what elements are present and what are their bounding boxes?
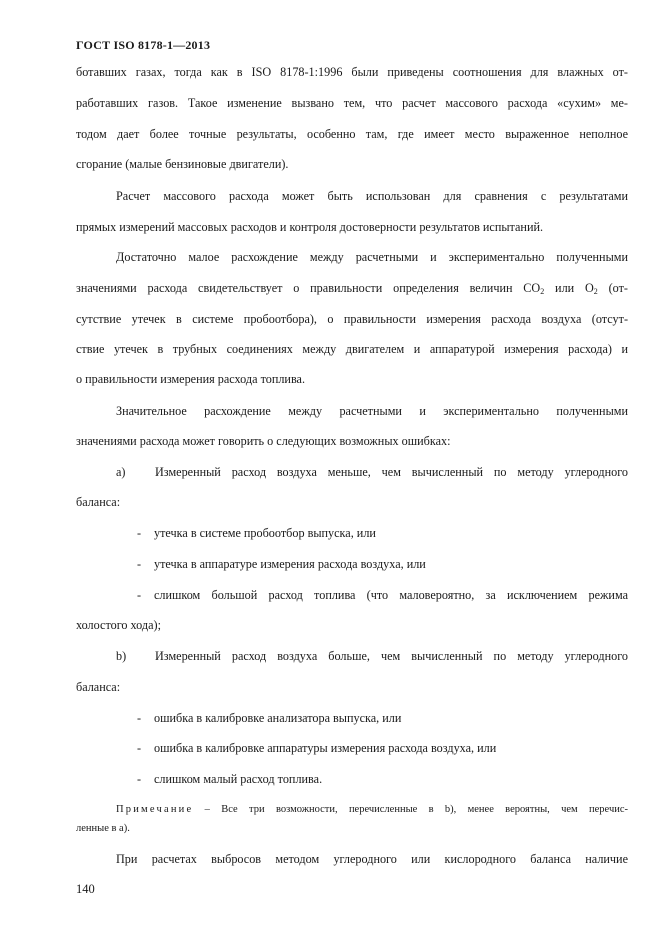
dash-item: слишком большой расход топлива (что маловероятно, за исключением режима	[154, 588, 628, 602]
text-line: холостого хода);	[76, 618, 161, 632]
text-line: ствие утечек в трубных соединениях между двигателем и аппаратурой измерения расхода) и	[76, 342, 628, 356]
dash-item: слишком малый расход топлива.	[154, 772, 323, 786]
note-first-line	[116, 803, 628, 817]
text-line: ботавших газах, тогда как в ISO 8178-1:1996 были приведены соотношения для влажных от-	[76, 65, 628, 79]
dash-marker: -	[137, 711, 142, 725]
dash-marker: -	[137, 772, 142, 786]
text-fragment: или O	[544, 281, 594, 295]
document-header: ГОСТ ISO 8178-1—2013	[76, 38, 211, 52]
dash-marker: -	[137, 526, 142, 540]
text-line: баланса:	[76, 680, 121, 694]
paragraph-first-line: Значительное расхождение между расчетными и экспериментально полученными	[116, 404, 628, 418]
text-line: работавших газов. Такое изменение вызвано тем, что расчет массового расхода «сухим» ме-	[76, 96, 628, 110]
text-line: о правильности измерения расхода топлива.	[76, 372, 306, 386]
dash-marker: -	[137, 588, 142, 602]
subscript: 2	[540, 287, 545, 296]
dash-item: утечка в системе пробоотбор выпуска, или	[154, 526, 376, 540]
text-line: баланса:	[76, 495, 121, 509]
text-line: сутствие утечек в системе пробоотбора), о правильности измерения расхода воздуха (отсут-	[76, 312, 628, 326]
list-item-b-text: Измеренный расход воздуха больше, чем вычисленный по методу углеродного	[155, 649, 628, 663]
paragraph-first-line: Расчет массового расхода может быть использован для сравнения с результатами	[116, 189, 628, 203]
note-continuation: ленные в а).	[76, 823, 130, 834]
text-fragment: значениями расхода свидетельствует о правильности определения величин CO	[76, 281, 541, 295]
text-line: прямых измерений массовых расходов и контроля достоверности результатов испытаний.	[76, 220, 544, 234]
subscript: 2	[593, 287, 598, 296]
paragraph-first-line: При расчетах выбросов методом углеродного или кислородного баланса наличие	[116, 852, 628, 866]
dash-item: ошибка в калибровке аппаратуры измерения расхода воздуха, или	[154, 741, 497, 755]
text-line: значениями расхода может говорить о следующих возможных ошибках:	[76, 434, 451, 448]
list-marker-a: a)	[116, 465, 126, 479]
list-marker-b: b)	[116, 649, 127, 663]
dash-item: ошибка в калибровке анализатора выпуска, или	[154, 711, 402, 725]
dash-marker: -	[137, 741, 142, 755]
text-line: тодом дает более точные результаты, особенно там, где имеет место выраженное неполное	[76, 127, 628, 141]
list-item-a-text: Измеренный расход воздуха меньше, чем вычисленный по методу углеродного	[155, 465, 628, 479]
paragraph-first-line: Достаточно малое расхождение между расчетными и экспериментально полученными	[116, 250, 628, 264]
text-line: сгорание (малые бензиновые двигатели).	[76, 157, 289, 171]
page-number: 140	[76, 882, 95, 896]
dash-item: утечка в аппаратуре измерения расхода воздуха, или	[154, 557, 426, 571]
dash-marker: -	[137, 557, 142, 571]
text-fragment: (от-	[597, 281, 628, 295]
text-line-with-formulas	[76, 280, 628, 296]
note-label: Примечание	[116, 804, 194, 815]
note-text: – Все три возможности, перечисленные в b), менее вероятны, чем перечис-	[193, 804, 628, 815]
